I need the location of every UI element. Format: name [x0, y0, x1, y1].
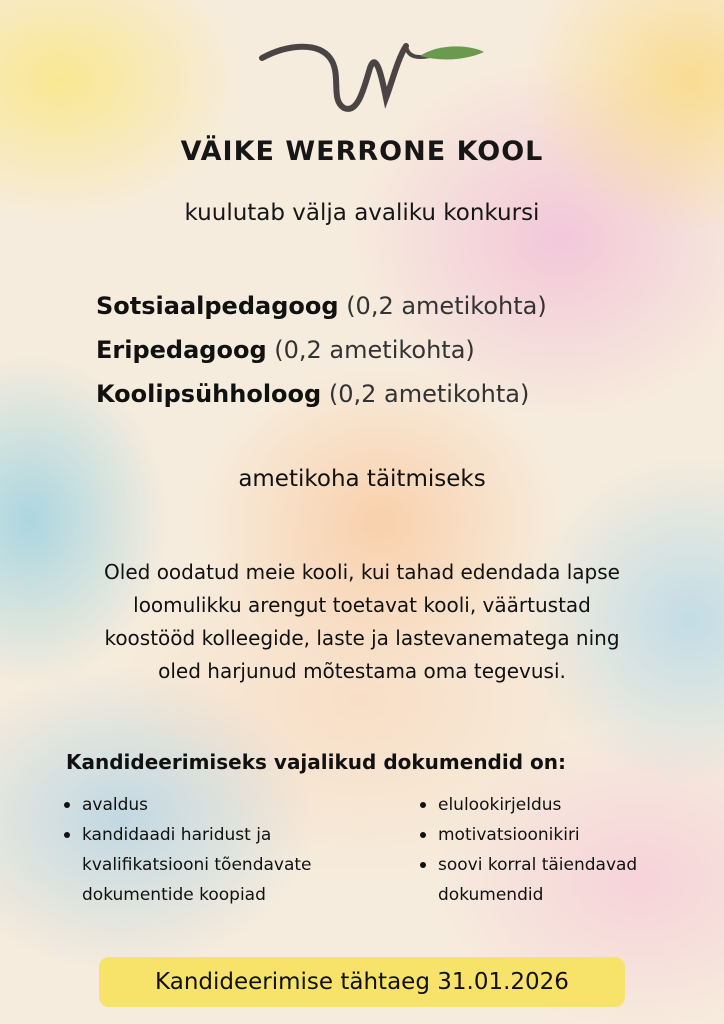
- position-item: [96, 284, 547, 328]
- school-name: VÄIKE WERRONE KOOL: [180, 136, 544, 167]
- invitation-line: oled harjunud mõtestama oma tegevusi.: [158, 659, 566, 683]
- position-workload: (0,2 ametikohta): [328, 380, 530, 408]
- position-item: [96, 372, 547, 416]
- announcement-text: kuulutab välja avaliku konkursi: [184, 200, 540, 226]
- position-item: [96, 328, 547, 372]
- document-item: elulookirjeldus: [418, 790, 708, 820]
- positions-list: [96, 284, 547, 416]
- document-item: avaldus: [62, 790, 382, 820]
- documents-title: Kandideerimiseks vajalikud dokumendid on:: [66, 750, 566, 774]
- invitation-line: koostööd kolleegide, laste ja lastevanematega ning: [104, 626, 620, 650]
- document-item: kandidaadi haridust ja kvalifikatsiooni tõendavate dokumentide koopiad: [62, 820, 382, 910]
- documents-list-right: [418, 790, 708, 910]
- purpose-text: ametikoha täitmiseks: [238, 466, 486, 492]
- position-workload: (0,2 ametikohta): [274, 336, 475, 364]
- invitation-line: loomulikku arengut toetavat kooli, väärtustad: [133, 593, 591, 617]
- deadline-banner: Kandideerimise tähtaeg 31.01.2026: [99, 957, 625, 1007]
- school-logo-icon: [258, 38, 488, 114]
- position-title: Koolipsühholoog: [96, 380, 322, 408]
- position-title: Eripedagoog: [96, 336, 267, 364]
- document-item: motivatsioonikiri: [418, 820, 708, 850]
- invitation-paragraph: [40, 556, 684, 688]
- invitation-line: Oled oodatud meie kooli, kui tahad edendada lapse: [104, 560, 620, 584]
- documents-list-left: [62, 790, 382, 910]
- position-workload: (0,2 ametikohta): [346, 292, 547, 320]
- document-item: soovi korral täiendavad dokumendid: [418, 850, 708, 910]
- position-title: Sotsiaalpedagoog: [96, 292, 339, 320]
